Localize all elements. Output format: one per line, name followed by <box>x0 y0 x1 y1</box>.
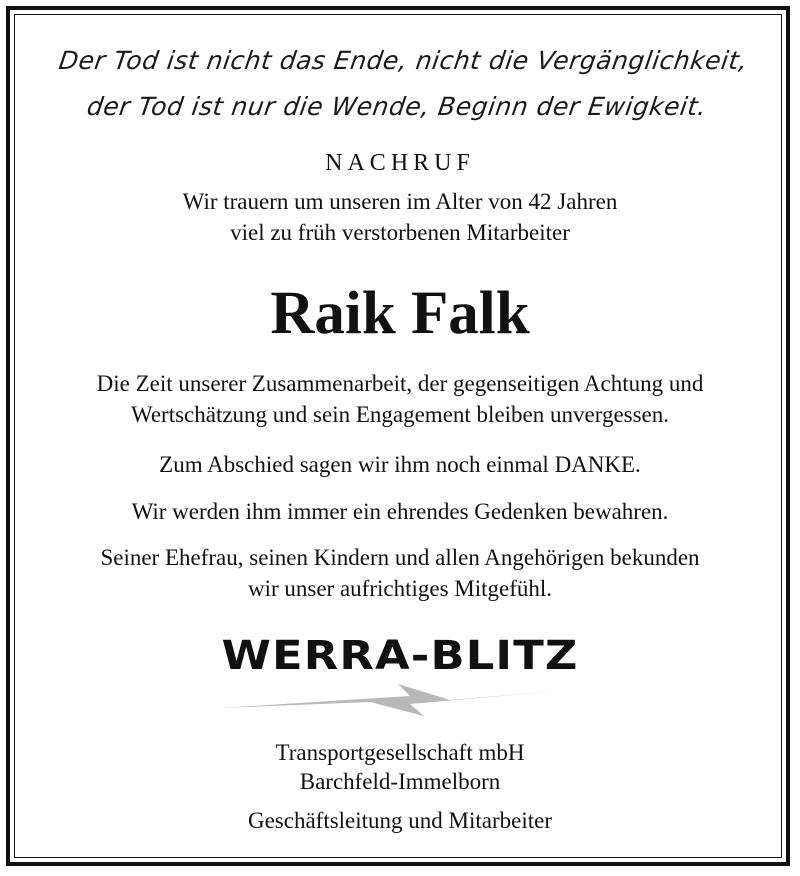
motto-line-2: der Tod ist nur die Wende, Beginn der Ewigkeit. <box>85 92 709 121</box>
paragraph-1-line-1: Die Zeit unserer Zusammenarbeit, der gegenseitigen Achtung und <box>96 371 704 396</box>
intro-line-1: Wir trauern um unseren im Alter von 42 Jahren <box>182 189 618 214</box>
intro-line-2: viel zu früh verstorbenen Mitarbeiter <box>230 220 570 245</box>
paragraph-4-line-2: wir unser aufrichtiges Mitgefühl. <box>247 576 553 601</box>
intro-text <box>0 186 800 248</box>
deceased-name: Raik Falk <box>270 280 530 347</box>
company-logo <box>210 630 590 722</box>
logo-wordmark: WERRA-BLITZ <box>221 633 579 679</box>
paragraph-4-line-1: Seiner Ehefrau, seinen Kindern und allen Angehörigen bekunden <box>100 545 700 570</box>
paragraph-condolence <box>0 542 800 604</box>
inner-border-frame <box>14 14 782 858</box>
paragraph-collaboration <box>0 368 800 430</box>
motto-line-1: Der Tod ist nicht das Ende, nicht die Vergänglichkeit, <box>57 46 750 75</box>
paragraph-1-line-2: Wertschätzung und sein Engagement bleiben unvergessen. <box>130 402 670 427</box>
lightning-bolt-icon <box>220 680 580 720</box>
motto <box>0 38 800 130</box>
company-name: Transportgesellschaft mbH <box>275 740 525 765</box>
company-location: Barchfeld-Immelborn <box>299 769 501 794</box>
paragraph-remembrance: Wir werden ihm immer ein ehrendes Gedenken bewahren. <box>131 499 669 524</box>
heading-nachruf: NACHRUF <box>325 150 475 176</box>
company-signature: Geschäftsleitung und Mitarbeiter <box>247 808 553 833</box>
paragraph-thanks: Zum Abschied sagen wir ihm noch einmal DANKE. <box>159 452 641 477</box>
